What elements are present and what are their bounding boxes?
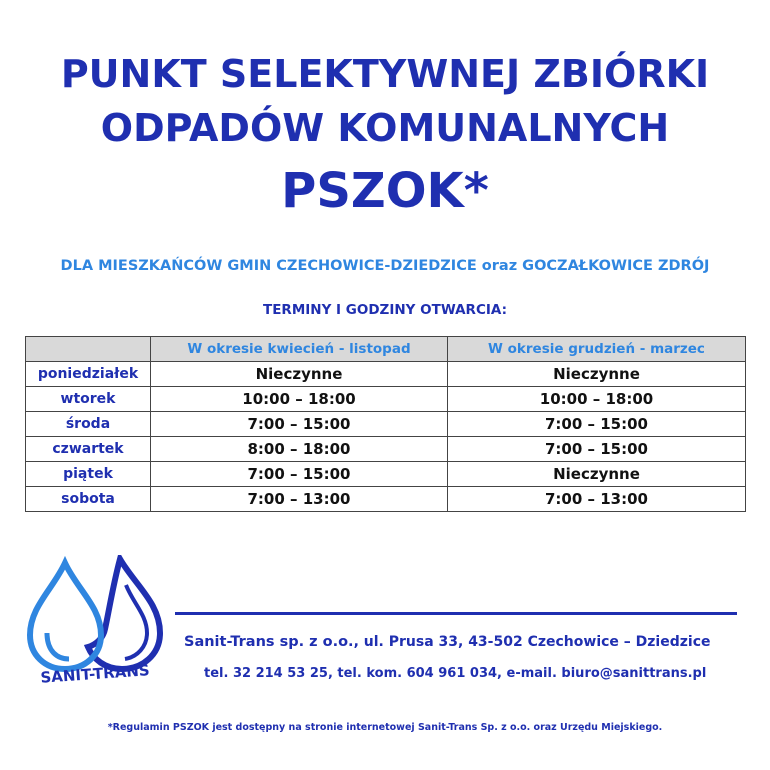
table-row	[26, 437, 746, 462]
water-drops-icon	[25, 555, 175, 685]
title-line-2: ODPADÓW KOMUNALNYCH	[100, 106, 670, 150]
header-winter: W okresie grudzień - marzec	[448, 337, 746, 362]
summer-hours-cell: 7:00 – 15:00	[151, 462, 448, 487]
table-row	[26, 362, 746, 387]
day-cell: piątek	[26, 462, 151, 487]
summer-hours-cell: Nieczynne	[151, 362, 448, 387]
winter-hours-cell: 7:00 – 15:00	[448, 412, 746, 437]
company-contact: tel. 32 214 53 25, tel. kom. 604 961 034, e-mail. biuro@sanittrans.pl	[204, 666, 707, 681]
company-name: Sanit-Trans sp. z o.o.	[184, 634, 354, 650]
divider-line	[175, 612, 737, 615]
day-cell: środa	[26, 412, 151, 437]
title-line-1: PUNKT SELEKTYWNEJ ZBIÓRKI	[60, 52, 710, 96]
summer-hours-cell: 7:00 – 15:00	[151, 412, 448, 437]
subtitle: DLA MIESZKAŃCÓW GMIN CZECHOWICE-DZIEDZICE oraz GOCZAŁKOWICE ZDRÓJ	[60, 258, 710, 274]
title-line-3: PSZOK*	[281, 163, 489, 219]
table-row	[26, 462, 746, 487]
table-header-row	[26, 337, 746, 362]
day-cell: czwartek	[26, 437, 151, 462]
winter-hours-cell: 10:00 – 18:00	[448, 387, 746, 412]
footnote: *Regulamin PSZOK jest dostępny na stronie internetowej Sanit-Trans Sp. z o.o. oraz Urzędu Miejskiego.	[107, 722, 663, 733]
summer-hours-cell: 8:00 – 18:00	[151, 437, 448, 462]
winter-hours-cell: 7:00 – 15:00	[448, 437, 746, 462]
table-row	[26, 412, 746, 437]
summer-hours-cell: 10:00 – 18:00	[151, 387, 448, 412]
terms-heading: TERMINY I GODZINY OTWARCIA:	[263, 302, 507, 318]
table-row	[26, 387, 746, 412]
schedule-table	[25, 336, 746, 512]
company-logo	[25, 555, 175, 685]
day-cell: wtorek	[26, 387, 151, 412]
day-cell: sobota	[26, 487, 151, 512]
company-address	[184, 634, 710, 650]
logo-text: SANIT-TRANS	[39, 661, 151, 685]
table-row	[26, 487, 746, 512]
winter-hours-cell: Nieczynne	[448, 362, 746, 387]
winter-hours-cell: Nieczynne	[448, 462, 746, 487]
winter-hours-cell: 7:00 – 13:00	[448, 487, 746, 512]
header-cell-empty	[26, 337, 151, 362]
day-cell: poniedziałek	[26, 362, 151, 387]
summer-hours-cell: 7:00 – 13:00	[151, 487, 448, 512]
company-street: , ul. Prusa 33, 43-502 Czechowice – Dziedzice	[353, 634, 711, 650]
header-summer: W okresie kwiecień - listopad	[151, 337, 448, 362]
